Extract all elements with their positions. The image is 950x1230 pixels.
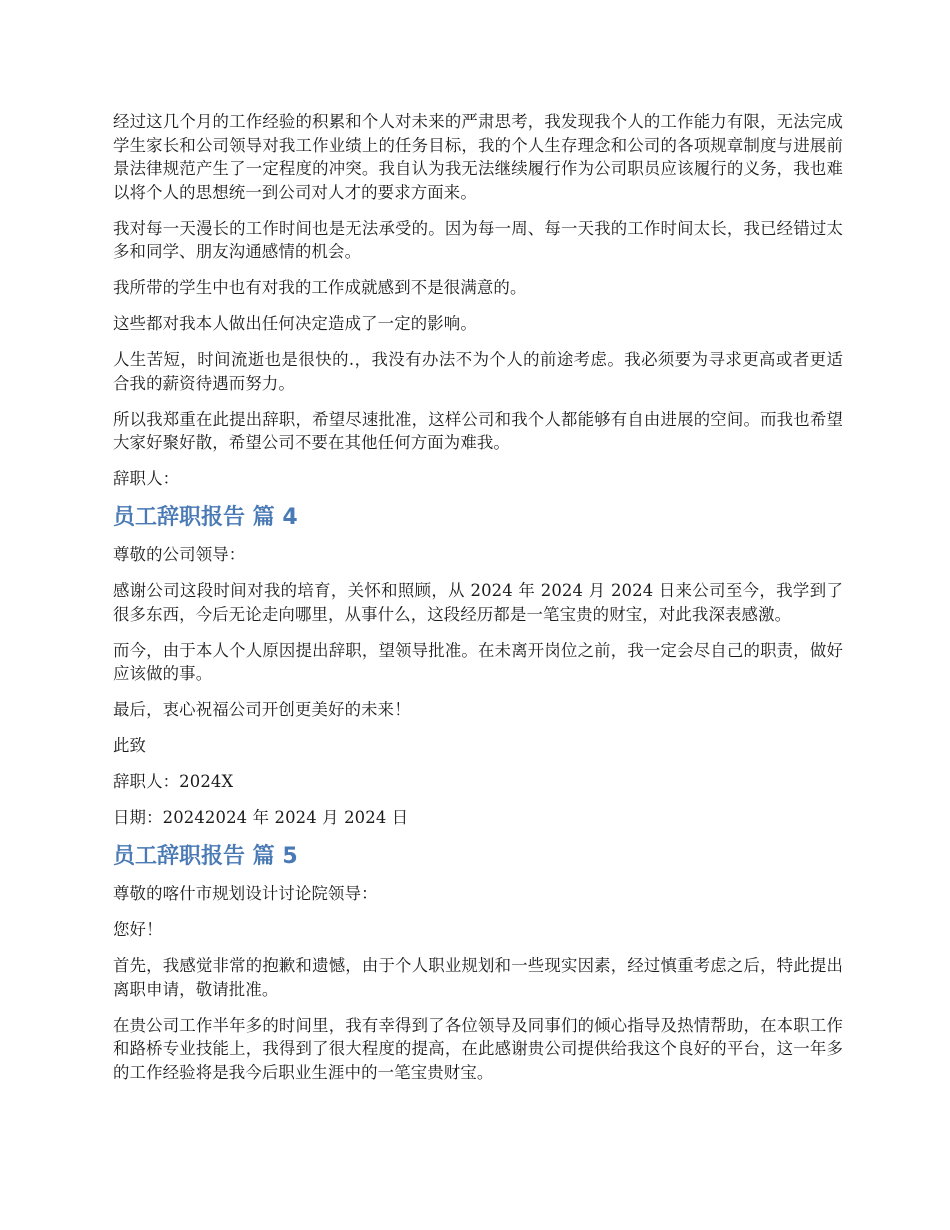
signature-line: 辞职人： bbox=[113, 469, 180, 488]
paragraph: 这些都对我本人做出任何决定造成了一定的影响。 bbox=[113, 314, 477, 333]
paragraph: 经过这几个月的工作经验的积累和个人对未来的严肃思考，我发现我个人的工作能力有限，无法完成学生家长和公司领导对我工作业绩上的任务目标，我的个人生存理念和公司的各项规章制度与进展前景法律规范产生了一定程度的冲突。我自认为我无法继续履行作为公司职员应该履行的义务，我也难以将个人的思想统一到公司对人才的要求方面来。 bbox=[113, 112, 843, 202]
salutation: 尊敬的公司领导： bbox=[113, 545, 246, 564]
signature-line: 辞职人：2024X bbox=[113, 772, 234, 791]
paragraph: 所以我郑重在此提出辞职，希望尽速批准，这样公司和我个人都能够有自由进展的空间。而我也希望大家好聚好散，希望公司不要在其他任何方面为难我。 bbox=[113, 409, 843, 452]
closing: 此致 bbox=[113, 736, 147, 755]
paragraph: 我对每一天漫长的工作时间也是无法承受的。因为每一周、每一天我的工作时间太长，我已经错过太多和同学、朋友沟通感情的机会。 bbox=[113, 218, 843, 261]
paragraph: 最后，衷心祝福公司开创更美好的未来！ bbox=[113, 700, 411, 719]
section-5-heading: 员工辞职报告 篇 5 bbox=[113, 844, 298, 869]
paragraph: 我所带的学生中也有对我的工作成就感到不是很满意的。 bbox=[113, 278, 527, 297]
paragraph: 人生苦短，时间流逝也是很快的.，我没有办法不为个人的前途考虑。我必须要为寻求更高或者更适合我的薪资待遇而努力。 bbox=[113, 350, 843, 393]
section-continued bbox=[113, 110, 843, 491]
paragraph: 而今，由于本人个人原因提出辞职，望领导批准。在未离开岗位之前，我一定会尽自己的职责，做好应该做的事。 bbox=[113, 640, 843, 683]
salutation: 尊敬的喀什市规划设计讨论院领导： bbox=[113, 884, 378, 903]
section-4 bbox=[113, 503, 843, 830]
paragraph: 感谢公司这段时间对我的培育，关怀和照顾，从 2024 年 2024 月 2024 日来公司至今，我学到了很多东西，今后无论走向哪里，从事什么，这段经历都是一笔宝贵的财宝，对此我深表感激。 bbox=[113, 581, 843, 624]
section-4-heading: 员工辞职报告 篇 4 bbox=[113, 505, 298, 530]
date-line: 日期：20242024 年 2024 月 2024 日 bbox=[113, 808, 409, 827]
paragraph: 首先，我感觉非常的抱歉和遗憾，由于个人职业规划和一些现实因素，经过慎重考虑之后，特此提出离职申请，敬请批准。 bbox=[113, 956, 843, 999]
paragraph: 在贵公司工作半年多的时间里，我有幸得到了各位领导及同事们的倾心指导及热情帮助，在本职工作和路桥专业技能上，我得到了很大程度的提高，在此感谢贵公司提供给我这个良好的平台，这一年多的工作经验将是我今后职业生涯中的一笔宝贵财宝。 bbox=[113, 1015, 843, 1082]
section-5 bbox=[113, 842, 843, 1084]
greeting: 您好！ bbox=[113, 920, 163, 939]
document-page bbox=[113, 110, 843, 1097]
